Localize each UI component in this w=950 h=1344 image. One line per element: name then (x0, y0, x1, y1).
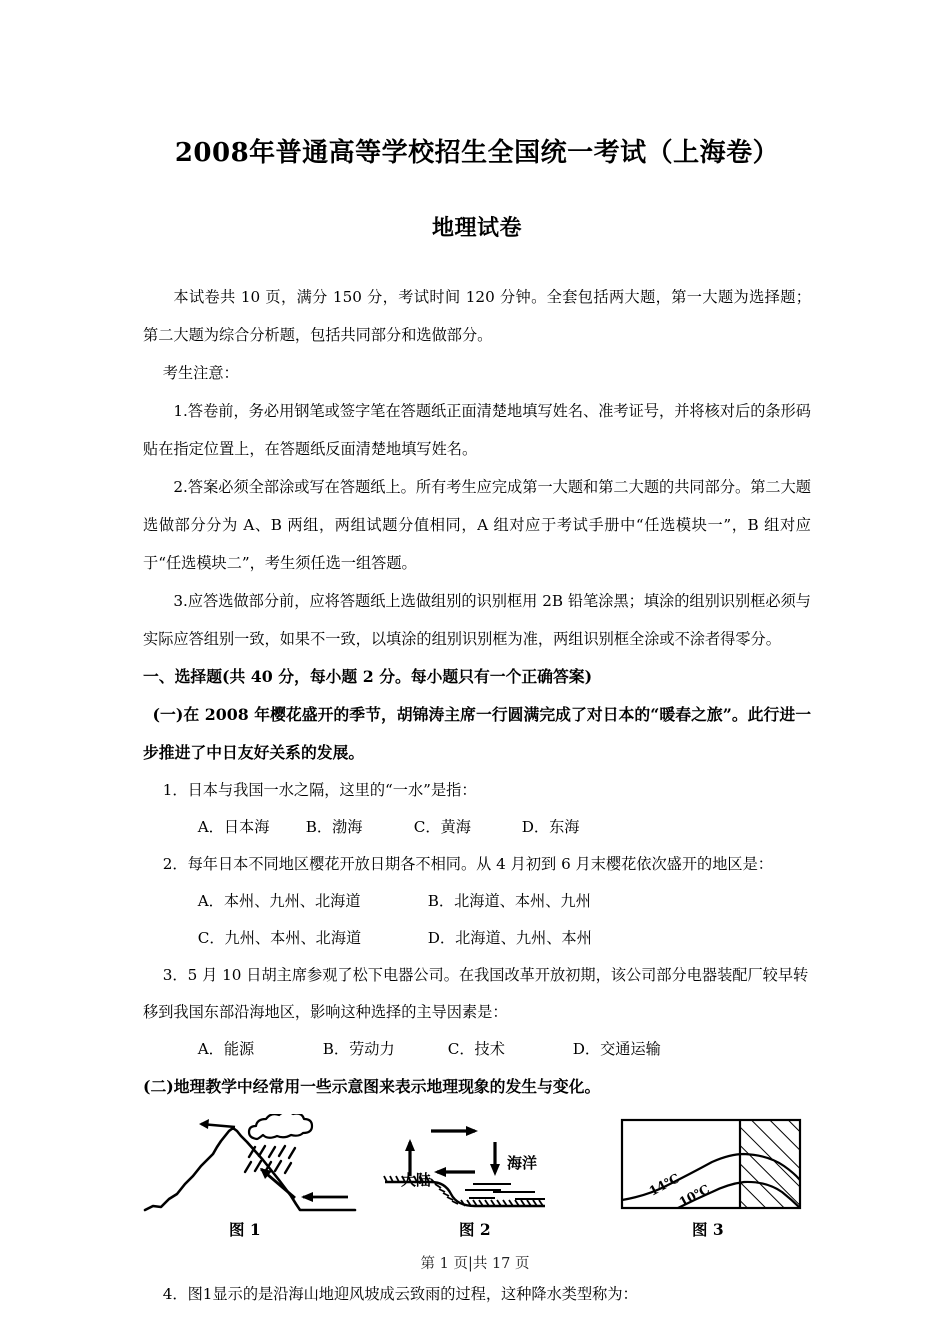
isotherm-label-14: 14℃ (646, 1170, 682, 1199)
question-3-stem (143, 957, 811, 1031)
notice-item-1: 1.答卷前，务必用钢笔或签字笔在答题纸正面清楚地填写姓名、准考证号，并将核对后的条形码贴在指定位置上，在答题纸反面清楚地填写姓名。 (143, 402, 811, 459)
page-footer: 第 1 页|共 17 页 (420, 1256, 530, 1272)
question-1-stem (143, 772, 811, 809)
question-group-two-heading: (二)地理教学中经常用一些示意图来表示地理现象的发生与变化。 (143, 1077, 601, 1097)
page-subtitle: 地理试卷 (431, 215, 522, 242)
intro-paragraph: 本试卷共 10 页，满分 150 分，考试时间 120 分钟。全套包括两大题，第一大题为选择题；第二大题为综合分析题，包括共同部分和选做部分。 (143, 288, 811, 345)
question-1-number: 1． (162, 781, 188, 800)
question-1-option-b[interactable]: B．渤海 (305, 818, 363, 837)
land-sea-breeze-icon (383, 1114, 583, 1219)
question-3-option-d[interactable]: D．交通运输 (572, 1040, 661, 1059)
question-2-option-a[interactable]: A．本州、九州、北海道 (197, 892, 361, 911)
figure-2 (383, 1114, 583, 1240)
question-2-option-d[interactable]: D．北海道、九州、本州 (427, 929, 592, 948)
figure-3 (616, 1114, 811, 1240)
figure-1-caption: 图 1 (229, 1220, 261, 1240)
question-2-option-c[interactable]: C．九州、本州、北海道 (197, 929, 362, 948)
figure-row (143, 1114, 811, 1254)
question-2-options-row-2 (143, 920, 811, 957)
page-content (143, 0, 811, 1313)
question-3-option-a[interactable]: A．能源 (197, 1040, 255, 1059)
figure-2-label-ocean: 海洋 (507, 1154, 538, 1173)
question-1-option-a[interactable]: A．日本海 (197, 818, 270, 837)
question-4-stem (143, 1276, 811, 1313)
question-3-options-row (143, 1031, 811, 1068)
question-2-options-row-1 (143, 883, 811, 920)
question-2-option-b[interactable]: B．北海道、本州、九州 (427, 892, 591, 911)
figure-2-caption: 图 2 (459, 1220, 491, 1240)
isotherm-label-10: 10℃ (676, 1181, 712, 1210)
figure-2-label-land: 大陆 (401, 1171, 432, 1190)
orographic-rainfall-icon (143, 1114, 358, 1219)
question-2-number: 2． (162, 855, 188, 874)
question-2-text: 每年日本不同地区樱花开放日期各不相同。从 4 月初到 6 月末樱花依次盛开的地区是： (187, 855, 773, 874)
question-1-option-d[interactable]: D．东海 (521, 818, 580, 837)
figure-1 (143, 1114, 358, 1240)
question-3-text: 5 月 10 日胡主席参观了松下电器公司。在我国改革开放初期，该公司部分电器装配厂较早转移到我国东部沿海地区，影响这种选择的主导因素是： (143, 966, 809, 1022)
question-4-number: 4． (162, 1285, 188, 1304)
question-1-options-row (143, 809, 811, 846)
section-heading-one: 一、选择题(共 40 分，每小题 2 分。每小题只有一个正确答案) (143, 667, 593, 687)
page-title: 2008年普通高等学校招生全国统一考试（上海卷） (174, 138, 780, 168)
question-1-option-c[interactable]: C．黄海 (413, 818, 471, 837)
question-3-option-c[interactable]: C．技术 (447, 1040, 505, 1059)
question-2-stem (143, 846, 811, 883)
question-3-option-b[interactable]: B．劳动力 (322, 1040, 395, 1059)
question-1-text: 日本与我国一水之隔，这里的“一水”是指： (187, 781, 477, 800)
question-group-one-heading: (一)在 2008 年樱花盛开的季节，胡锦涛主席一行圆满完成了对日本的“暖春之旅”。此行进一步推进了中日友好关系的发展。 (143, 705, 811, 763)
notice-item-2: 2.答案必须全部涂或写在答题纸上。所有考生应完成第一大题和第二大题的共同部分。第二大题选做部分分为 A、B 两组，两组试题分值相同，A 组对应于考试手册中“任选模块一”，B 组对应于“任选模块二”，考生须任选一组答题。 (143, 478, 811, 573)
examinee-notice-label: 考生注意： (162, 364, 239, 383)
figure-3-caption: 图 3 (692, 1220, 724, 1240)
notice-item-3: 3.应答选做部分前，应将答题纸上选做组别的识别框用 2B 铅笔涂黑；填涂的组别识别框必须与实际应答组别一致，如果不一致，以填涂的组别识别框为准，两组识别框全涂或不涂者得零分。 (143, 592, 811, 649)
question-4-text: 图1显示的是沿海山地迎风坡成云致雨的过程，这种降水类型称为： (187, 1285, 638, 1304)
question-3-number: 3． (162, 966, 188, 985)
isotherm-icon (616, 1114, 811, 1219)
